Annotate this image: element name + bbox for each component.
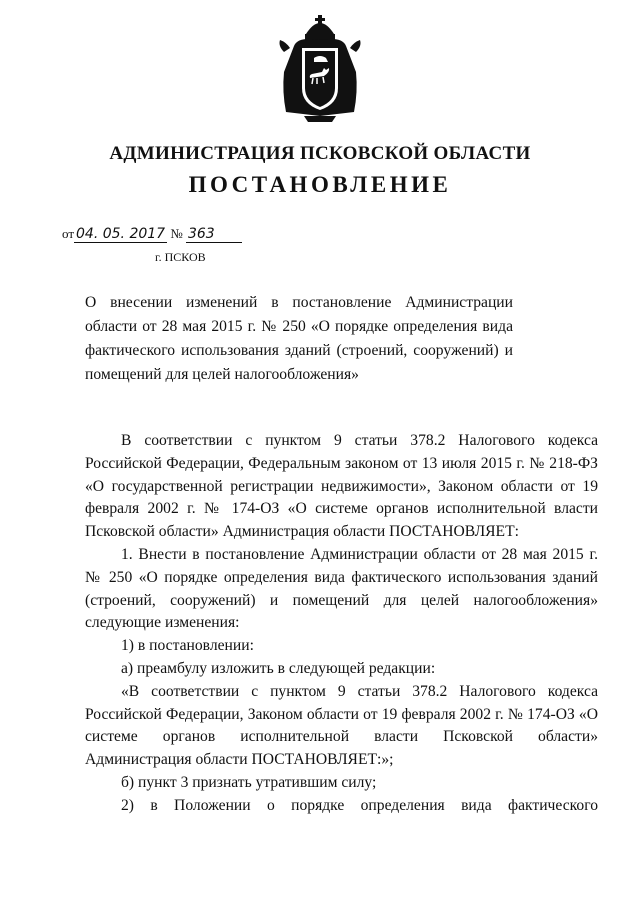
number-prefix: № — [170, 226, 183, 241]
body-paragraph: б) пункт 3 признать утратившим силу; — [121, 773, 377, 791]
document-subject: О внесении изменений в постановление Администрации области от 28 мая 2015 г. № 250 «О порядке определения вида фактического использования зданий (строений, сооружений) и помещений для целей налогообложения» — [85, 294, 513, 383]
document-type-title: ПОСТАНОВЛЕНИЕ — [188, 172, 452, 197]
body-paragraph: В соответствии с пунктом 9 статьи 378.2 Налогового кодекса Российской Федерации, Федеральным законом от 13 июля 2015 г. № 218-ФЗ «О государственной регистрации недвижимости», Законом области от 19 февраля 2002 г. № 174-ОЗ «О системе органов исполнительной власти Псковской области» Администрация области ПОСТАНОВЛЯЕТ: — [85, 432, 598, 541]
body-paragraph: а) преамбулу изложить в следующей редакции: — [121, 659, 436, 677]
date-prefix: от — [62, 226, 75, 241]
body-paragraph: 1) в постановлении: — [121, 637, 254, 655]
document-number: 363 — [186, 226, 242, 243]
body-paragraph: 1. Внести в постановление Администрации области от 28 мая 2015 г. № 250 «О порядке определения вида фактического использования зданий (строений, сооружений) и помещений для целей налогообложения» следующие изменения: — [85, 545, 598, 632]
city-label: г. ПСКОВ — [155, 250, 206, 264]
date-number-line — [62, 226, 242, 243]
coat-of-arms-icon — [274, 12, 366, 124]
document-body — [85, 430, 598, 818]
document-date: 04. 05. 2017 — [76, 226, 166, 242]
organization-title: АДМИНИСТРАЦИЯ ПСКОВСКОЙ ОБЛАСТИ — [109, 143, 531, 164]
body-paragraph: 2) в Положении о порядке определения вида фактического — [121, 796, 598, 814]
body-paragraph: «В соответствии с пунктом 9 статьи 378.2 Налогового кодекса Российской Федерации, Законом области от 19 февраля 2002 г. № 174-ОЗ «О системе органов исполнительной власти Псковской области» Администрация области ПОСТАНОВЛЯЕТ:»; — [85, 682, 598, 769]
